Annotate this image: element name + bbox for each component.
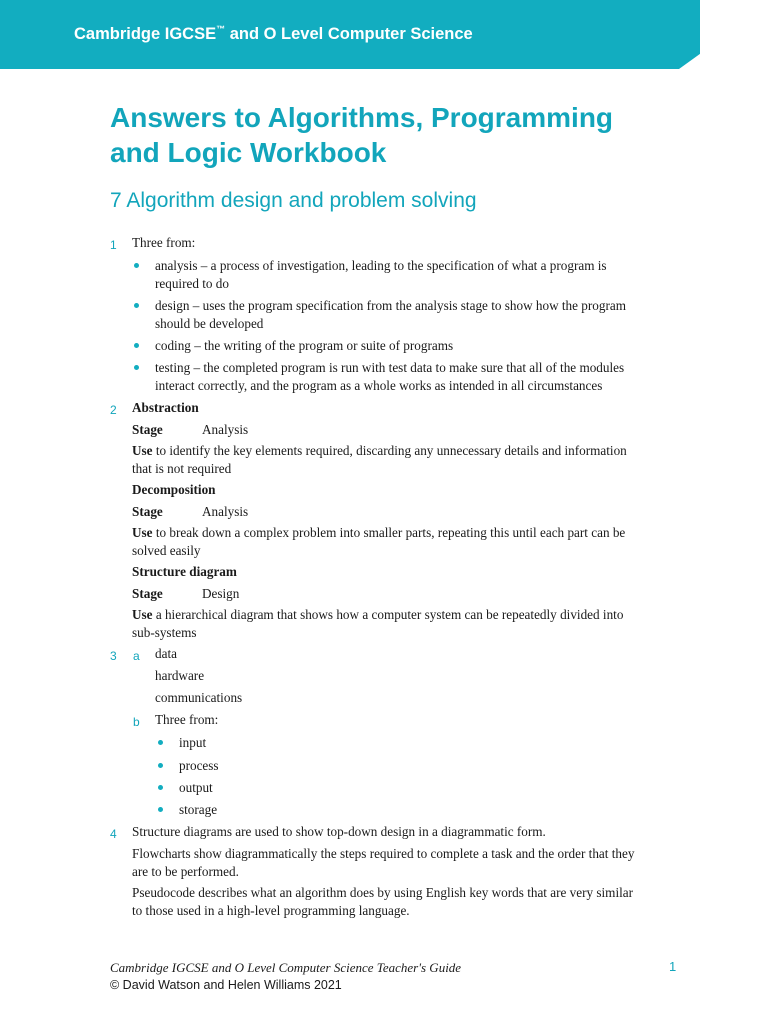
answer-line: Structure diagrams are used to show top-down design in a diagrammatic form. (132, 824, 546, 839)
use-text-continuation: solved easily (132, 543, 201, 558)
list-item: data (155, 646, 177, 661)
stage-value: Design (202, 586, 240, 601)
list-item: communications (155, 690, 243, 705)
bullet-icon (158, 785, 163, 790)
list-item: process (179, 758, 219, 773)
trademark-symbol: ™ (216, 24, 226, 34)
use-text-continuation: that is not required (132, 461, 232, 476)
part-label: b (133, 715, 140, 729)
list-item-continuation: should be developed (155, 316, 264, 331)
stage-label: Stage (132, 422, 163, 437)
list-item: output (179, 780, 213, 795)
bullet-icon (134, 343, 139, 348)
list-item: storage (179, 802, 218, 817)
question-number: 1 (110, 238, 117, 252)
term-heading: Abstraction (132, 400, 199, 415)
question-intro: Three from: (155, 712, 219, 727)
bullet-icon (158, 807, 163, 812)
part-label: a (133, 649, 140, 663)
list-item: coding – the writing of the program or suite of programs (155, 338, 454, 353)
list-item: analysis – a process of investigation, leading to the specification of what a program is (155, 258, 607, 273)
use-text: Use a hierarchical diagram that shows how a computer system can be repeatedly divided into (132, 607, 624, 622)
bullet-icon (134, 263, 139, 268)
use-text: Use to identify the key elements required, discarding any unnecessary details and information (132, 443, 627, 458)
footer-copyright: © David Watson and Helen Williams 2021 (110, 978, 342, 992)
use-label: Use (132, 607, 153, 622)
page-title (110, 100, 710, 170)
list-item: design – uses the program specification from the analysis stage to show how the program (155, 298, 626, 313)
list-item: testing – the completed program is run with test data to make sure that all of the modules (155, 360, 625, 375)
list-item-continuation: required to do (155, 276, 229, 291)
answer-line: Flowcharts show diagrammatically the steps required to complete a task and the order that they (132, 846, 635, 861)
term-heading: Decomposition (132, 482, 216, 497)
answer-line: are to be performed. (132, 864, 239, 879)
question-number: 4 (110, 827, 117, 841)
page-title-line: and Logic Workbook (110, 137, 387, 168)
question-intro: Three from: (132, 235, 196, 250)
use-text: Use to break down a complex problem into smaller parts, repeating this until each part can be (132, 525, 626, 540)
use-text-continuation: sub-systems (132, 625, 197, 640)
page-number: 1 (669, 959, 677, 974)
bullet-icon (134, 303, 139, 308)
term-heading: Structure diagram (132, 564, 237, 579)
use-label: Use (132, 443, 153, 458)
list-item: input (179, 735, 207, 750)
bullet-icon (134, 365, 139, 370)
answer-line: Pseudocode describes what an algorithm does by using English key words that are very similar (132, 885, 634, 900)
question-number: 3 (110, 649, 117, 663)
stage-value: Analysis (202, 504, 249, 519)
stage-value: Analysis (202, 422, 249, 437)
footer-guide-title: Cambridge IGCSE and O Level Computer Science Teacher's Guide (110, 960, 462, 975)
answer-line: to those used in a high-level programming language. (132, 903, 410, 918)
stage-label: Stage (132, 504, 163, 519)
chapter-heading: 7 Algorithm design and problem solving (110, 189, 477, 212)
bullet-icon (158, 740, 163, 745)
stage-label: Stage (132, 586, 163, 601)
series-title: Cambridge IGCSE™ and O Level Computer Science (74, 24, 473, 43)
use-label: Use (132, 525, 153, 540)
page-title-line: Answers to Algorithms, Programming (110, 102, 614, 133)
question-number: 2 (110, 403, 117, 417)
bullet-icon (158, 763, 163, 768)
list-item: hardware (155, 668, 205, 683)
list-item-continuation: interact correctly, and the program as a whole works as intended in all circumstances (155, 378, 603, 393)
